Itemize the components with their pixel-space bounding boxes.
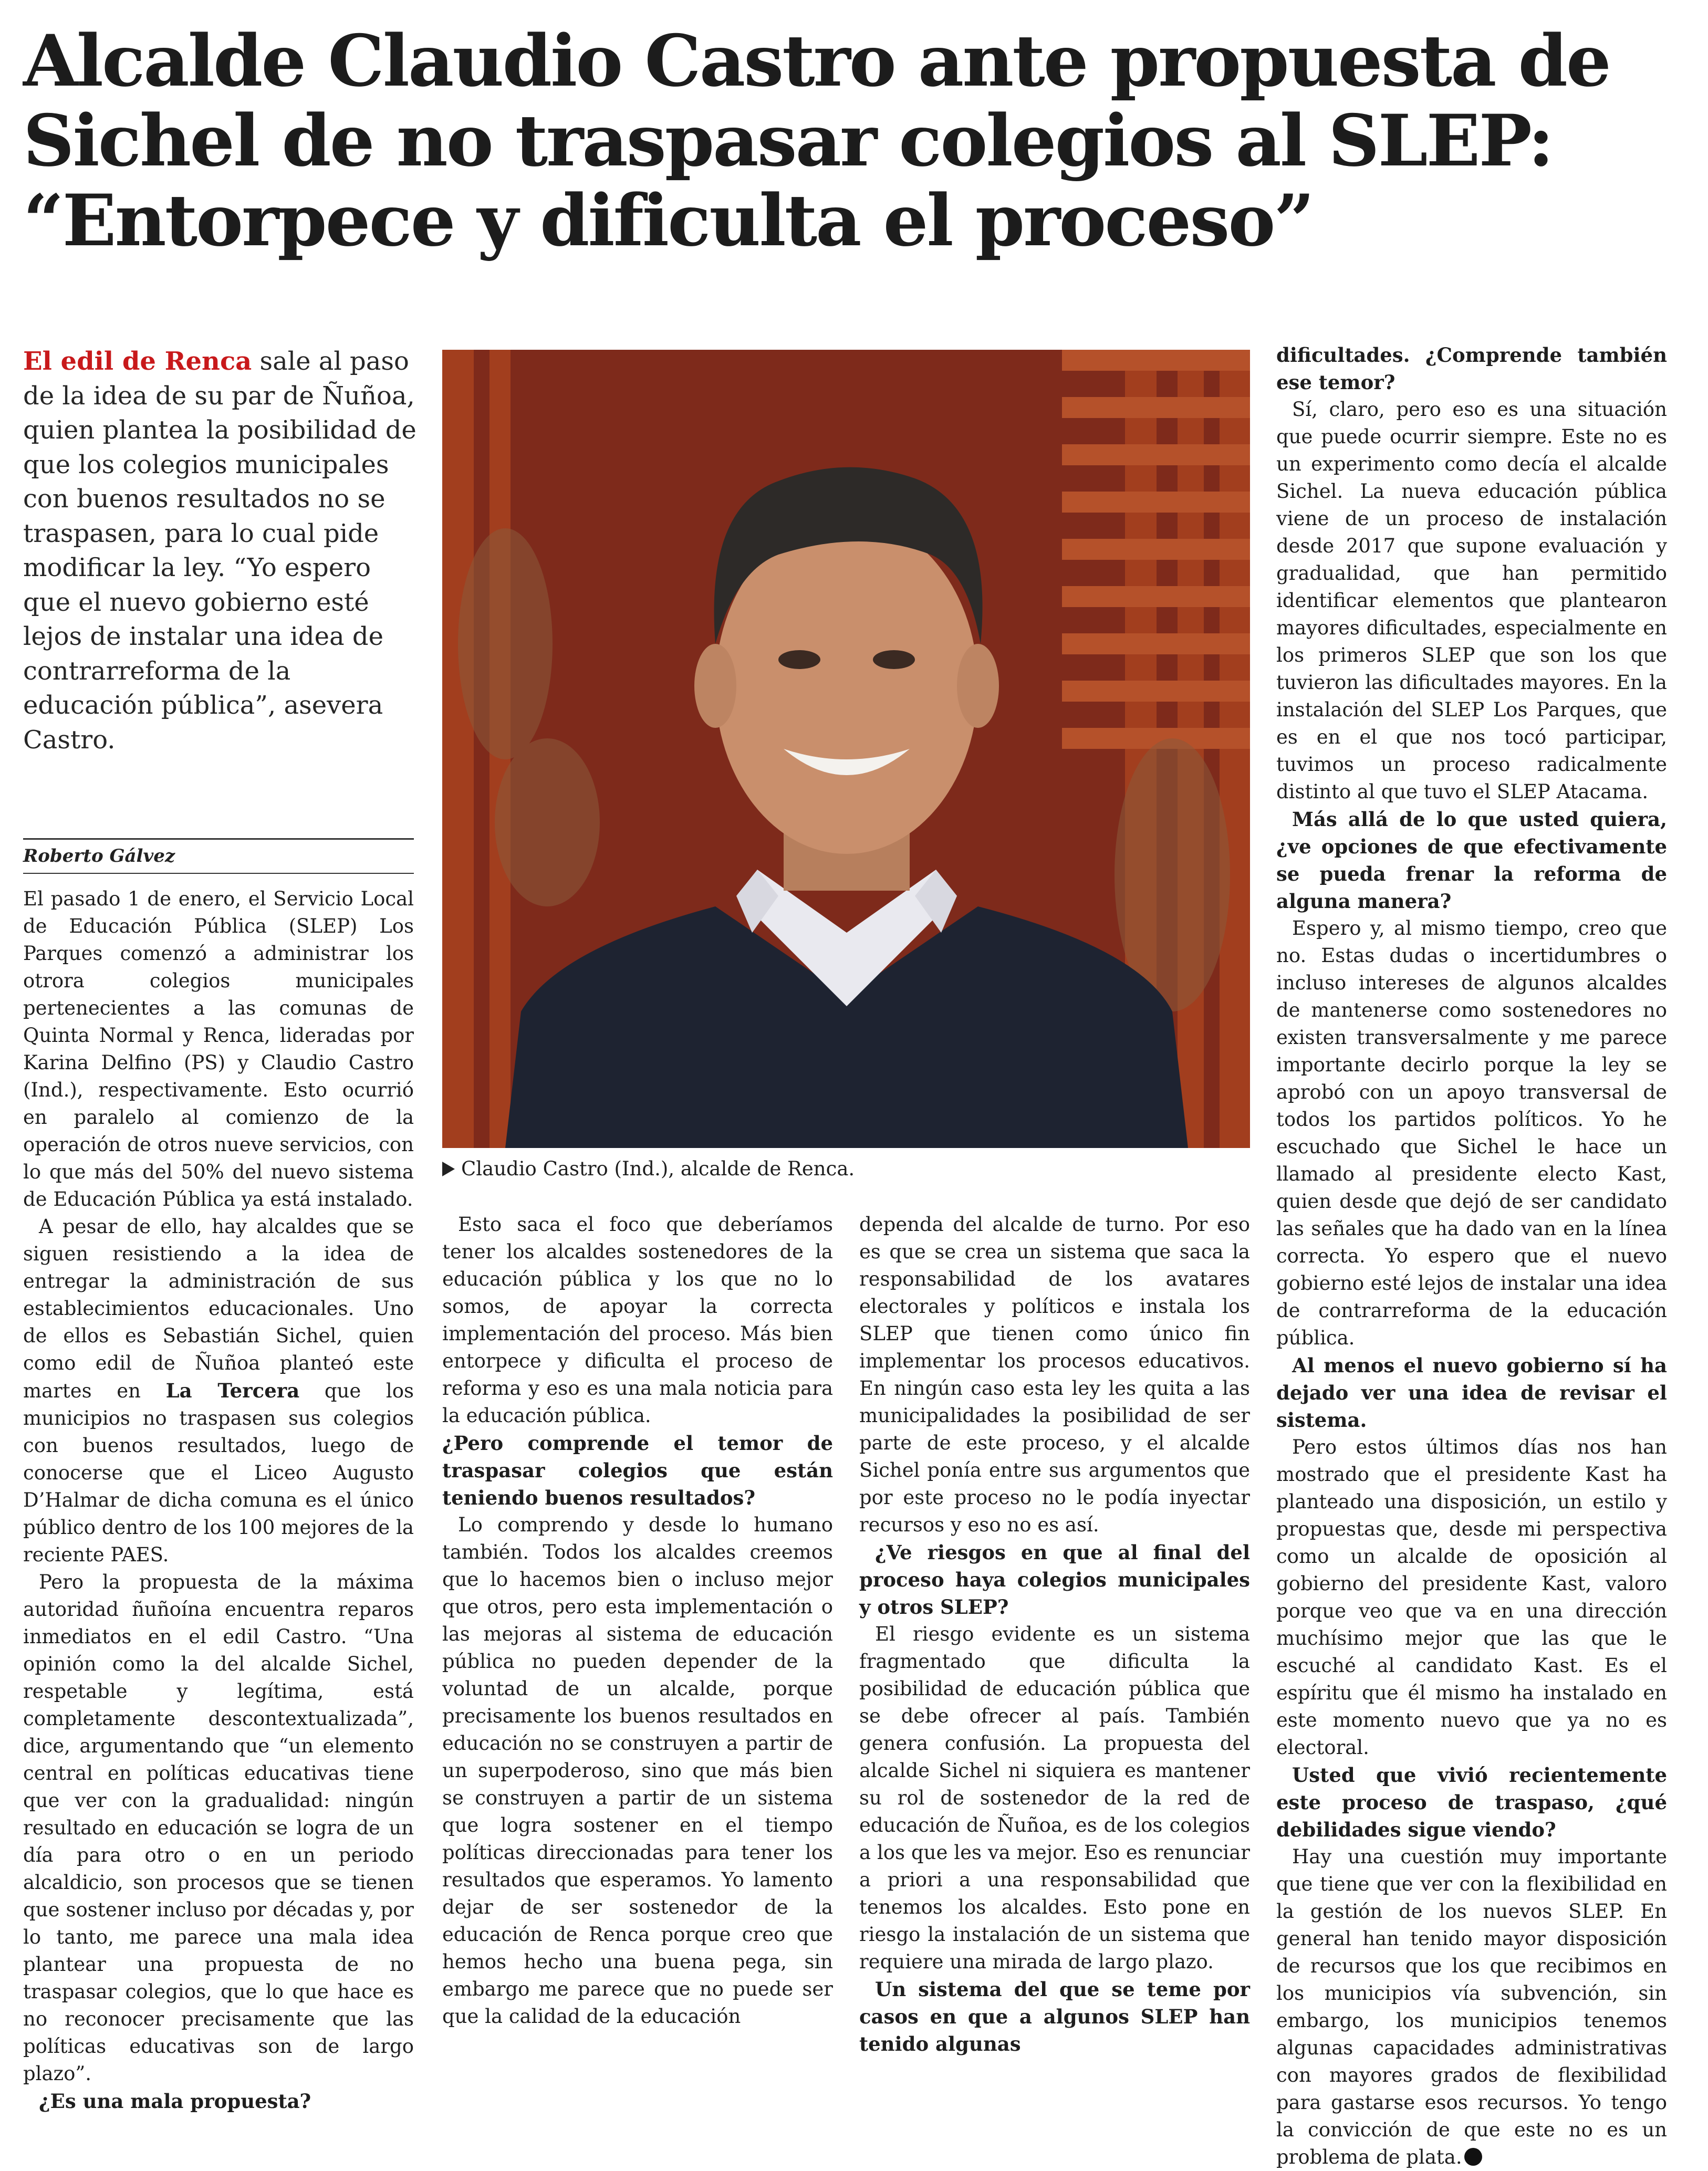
col4-question-2: Más allá de lo que usted quiera, ¿ve opciones de que efectivamente se pueda frenar la reforma de alguna manera?: [1276, 808, 1667, 913]
col4-paragraph-4-text: Hay una cuestión muy importante que tiene que ver con la flexibilidad en la gestión de los nuevos SLEP. En general han tenido mayor disposición de recursos que los que recibimos en los municipios vía subvención, sin embargo, los municipios tenemos algunas capacidades administrativas con mayores grados de flexibilidad para gastarse esos recursos. Yo tengo la convicción de que este no es un problema de plata.: [1276, 1845, 1667, 2168]
col4-question-3: Al menos el nuevo gobierno sí ha dejado ver una idea de revisar el sistema.: [1276, 1354, 1667, 1432]
headline-line-2: Sichel de no traspasar colegios al SLEP:: [23, 99, 1553, 182]
col4-paragraph-2: Espero y, al mismo tiempo, creo que no. Estas dudas o incertidumbres o incluso intereses de algunos alcaldes de mantenerse como sostenedores no existen transversalmente y me parece importante decirlo porque la ley se aprobó con un apoyo transversal de todos los partidos políticos. Yo he escuchado que Sichel le hace un llamado al presidente electo Kast, quien desde que dejó de ser candidato las señales que ha dado van en la línea correcta. Yo espero que el nuevo gobierno esté lejos de instalar una idea de contrarreforma de la educación pública.: [1276, 917, 1667, 1349]
photo-claudio-castro: [442, 350, 1250, 1148]
col4-question-4: Usted que vivió recientemente este proceso de traspaso, ¿qué debilidades sigue viendo?: [1276, 1763, 1667, 1841]
col4-paragraph-1: Sí, claro, pero eso es una situación que puede ocurrir siempre. Este no es un experimento como decía el alcalde Sichel. La nueva educación pública viene de un proceso de instalación desde 2017 que supone evaluación y gradualidad, que han permitido identificar elementos que plantearon mayores dificultades, especialmente en los primeros SLEP que son los que tuvieron las dificultades mayores. En la instalación del SLEP Los Parques, que es en el que nos tocó participar, tuvimos un proceso radicalmente distinto al que tuvo el SLEP Atacama.: [1276, 398, 1667, 803]
column-2: [442, 1211, 833, 2030]
headline-line-1: Alcalde Claudio Castro ante propuesta de: [23, 19, 1610, 102]
byline-rule-top: [23, 838, 414, 840]
end-mark-icon: [1464, 2148, 1482, 2166]
col1-paragraph-2b: que los municipios no traspasen sus colegios con buenos resultados, luego de conocerse que el Liceo Augusto D’Halmar de dicha comuna es el único público dentro de los 100 mejores de la reciente PAES.: [23, 1380, 414, 1566]
source-newspaper: La Tercera: [165, 1379, 300, 1402]
col2-question-1: ¿Pero comprende el temor de traspasar colegios que están teniendo buenos resultados?: [442, 1432, 833, 1509]
caption-arrow-icon: [442, 1162, 455, 1176]
column-3: [859, 1211, 1250, 2058]
col1-paragraph-3: Pero la propuesta de la máxima autoridad ñuñoína encuentra reparos inmediatos en el edil Castro. “Una opinión como la del alcalde Sichel, respetable y legítima, está completamente descontextualizada”, dice, argumentando que “un elemento central en políticas educativas tiene que ver con la gradualidad: ningún resultado en educación se logra de un día para otro o en un periodo alcaldicio, son procesos que se tienen que sostener incluso por décadas y, por lo tanto, me parece una mala idea plantear una propuesta de no traspasar colegios, que lo que hace es no reconocer precisamente que las políticas educativas son de largo plazo”.: [23, 1571, 414, 2085]
caption-text: Claudio Castro (Ind.), alcalde de Renca.: [461, 1157, 855, 1180]
col4-paragraph-4: [1276, 1843, 1667, 2171]
col2-paragraph-1: Esto saca el foco que deberíamos tener los alcaldes sostenedores de la educación pública y los que no lo somos, de apoyar la correcta implementación del proceso. Más bien entorpece y dificulta el proceso de reforma y eso es una mala noticia para la educación pública.: [442, 1213, 833, 1427]
col3-question-2: Un sistema del que se teme por casos en que a algunos SLEP han tenido algunas: [859, 1978, 1250, 2055]
column-4: [1276, 341, 1667, 2171]
col4-question-1: dificultades. ¿Comprende también ese temor?: [1276, 343, 1667, 394]
col3-paragraph-1: dependa del alcalde de turno. Por eso es que se crea un sistema que saca la responsabilidad de los avatares electorales y políticos e instala los SLEP que tienen como único fin implementar los procesos educativos. En ningún caso esta ley les quita a las municipalidades la posibilidad de ser parte de este proceso, y el alcalde Sichel ponía entre sus argumentos que por este proceso no le podía inyectar recursos y eso no es así.: [859, 1213, 1250, 1536]
lead-text: sale al paso de la idea de su par de Ñuñoa, quien plantea la posibilidad de que los colegios municipales con buenos resultados no se traspasen, para lo cual pide modificar la ley. “Yo espero que el nuevo gobierno esté lejos de instalar una idea de contrarreforma de la educación pública”, asevera Castro.: [23, 347, 416, 755]
col1-paragraph-2a: A pesar de ello, hay alcaldes que se siguen resistiendo a la idea de entregar la administración de sus establecimientos educacionales. Uno de ellos es Sebastián Sichel, quien como edil de Ñuñoa planteó este martes en: [23, 1215, 414, 1402]
col1-paragraph-1: El pasado 1 de enero, el Servicio Local de Educación Pública (SLEP) Los Parques comenzó a administrar los otrora colegios municipales pertenecientes a las comunas de Quinta Normal y Renca, lideradas por Karina Delfino (PS) y Claudio Castro (Ind.), respectivamente. Esto ocurrió en paralelo al comienzo de la operación de otros nueve servicios, con lo que más del 50% del nuevo sistema de Educación Pública ya está instalado.: [23, 888, 414, 1210]
column-1: [23, 885, 414, 2115]
col1-paragraph-2: [23, 1213, 414, 1569]
photo-caption: [442, 1155, 855, 1183]
headline-line-3: “Entorpece y dificulta el proceso”: [23, 179, 1314, 262]
headline: [23, 21, 1683, 260]
col2-paragraph-2: Lo comprendo y desde lo humano también. Todos los alcaldes creemos que lo hacemos bien o incluso mejor que otros, pero esta implementación o las mejoras al sistema de educación pública no pueden depender de la voluntad de un alcalde, porque precisamente los buenos resultados en educación no se construyen a partir de un superpoderoso, sino que más bien se construyen a partir de un sistema que logra sostener en el tiempo políticas direccionadas para tener los resultados que esperamos. Yo lamento dejar de ser sostenedor de la educación de Renca porque creo que hemos hecho una buena pega, sin embargo me parece que no puede ser que la calidad de la educación: [442, 1514, 833, 2028]
col3-paragraph-2: El riesgo evidente es un sistema fragmentado que dificulta la posibilidad de educación pública que se debe ofrecer al país. También genera confusión. La propuesta del alcalde Sichel ni siquiera es mantener su rol de sostenedor de la red de educación de Ñuñoa, es de los colegios a los que les va mejor. Eso es renunciar a priori a una responsabilidad que tenemos los alcaldes. Esto pone en riesgo la instalación de un sistema que requiere una mirada de largo plazo.: [859, 1623, 1250, 1973]
lead-highlight: El edil de Renca: [23, 347, 252, 376]
col3-question-1: ¿Ve riesgos en que al final del proceso haya colegios municipales y otros SLEP?: [859, 1541, 1250, 1619]
col1-question-1: ¿Es una mala propuesta?: [39, 2090, 311, 2113]
col4-paragraph-3: Pero estos últimos días nos han mostrado que el presidente Kast ha planteado una disposición, un estilo y propuestas que, desde mi perspectiva como un alcalde de oposición al gobierno del presidente Kast, valoro porque veo que va en una dirección muchísimo mejor que las que le escuché al candidato Kast. Es el espíritu que él mismo ha instalado en este momento nuevo que ya no es electoral.: [1276, 1436, 1667, 1759]
byline: Roberto Gálvez: [23, 846, 175, 867]
lead-paragraph: [23, 345, 422, 757]
byline-rule-bottom: [23, 873, 414, 874]
